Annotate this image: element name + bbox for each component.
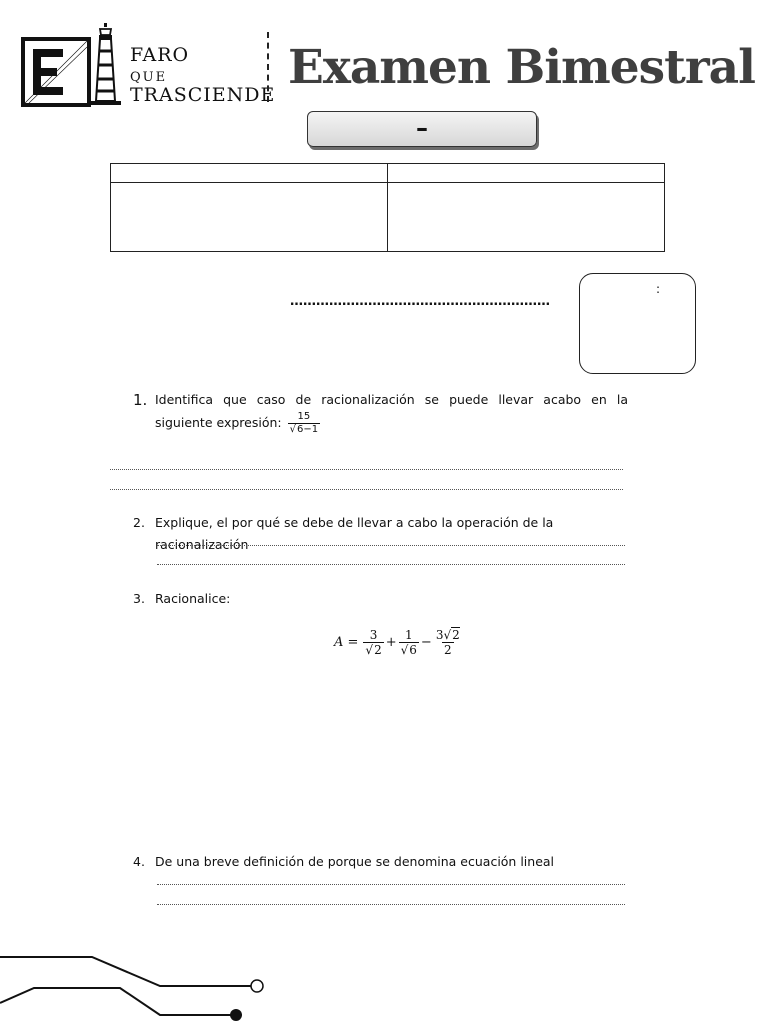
score-box[interactable] (579, 273, 696, 374)
exam-badge: – (307, 111, 537, 147)
question-text: Racionalice: (155, 591, 231, 606)
brand-name-line-3: TRASCIENDE (130, 84, 276, 106)
expression-term: $\frac{1}{√6}$ (400, 628, 417, 657)
table-row (111, 183, 665, 252)
brand-name-line-1: FARO (130, 44, 190, 66)
lighthouse-icon (89, 23, 121, 105)
question-number: 2. (133, 515, 145, 530)
fraction-numerator: 15 (297, 411, 311, 422)
student-info-table (110, 163, 665, 252)
question-number: 3. (133, 591, 145, 606)
header-divider (267, 32, 269, 102)
question-number: 4. (133, 854, 145, 869)
fraction-denominator-rest: −1 (303, 424, 319, 435)
monogram-e-icon (23, 39, 89, 105)
circuit-node-filled-icon (230, 1009, 242, 1021)
answer-line[interactable] (110, 469, 623, 470)
answer-line[interactable] (110, 489, 623, 490)
fraction-denominator-root: 6 (296, 424, 304, 435)
answer-line[interactable] (157, 904, 625, 905)
question-text: Explique, el por qué se debe de llevar a cabo la operación de la racionalización (155, 515, 554, 552)
footer-circuit-decoration (0, 945, 300, 1024)
name-dotted-line[interactable]: …………………………………………………… (290, 294, 550, 309)
expression-term: $\frac{3}{√2}$ (365, 628, 382, 657)
answer-line[interactable] (157, 884, 625, 885)
expression-operator: − (420, 635, 432, 650)
score-label: : (656, 282, 661, 296)
answer-line[interactable] (157, 564, 625, 565)
answer-line[interactable] (157, 545, 625, 546)
table-header-row (111, 164, 665, 183)
question-text: De una breve definición de porque se denomina ecuación lineal (155, 854, 555, 869)
table-cell[interactable] (111, 183, 388, 252)
expression-term: $\frac{3√2}{2}$ (435, 628, 460, 657)
exam-title: Examen Bimestral (288, 40, 755, 95)
question-text: Identifica que caso de racionalización se puede llevar acabo en la siguiente expresión: (155, 392, 628, 430)
expression-operator: + (385, 635, 397, 650)
question-number: 1. (133, 391, 148, 409)
brand-name-line-2: QUE (130, 70, 168, 85)
brand-logo (21, 21, 125, 107)
question-3-expression (334, 628, 464, 657)
expression-lhs: A = (334, 635, 359, 650)
table-cell[interactable] (388, 183, 665, 252)
table-header-cell (111, 164, 388, 183)
table-header-cell (388, 164, 665, 183)
question-1-expression: $\frac{15}{√6-1}$ (289, 411, 319, 435)
circuit-node-hollow-icon (251, 980, 263, 992)
